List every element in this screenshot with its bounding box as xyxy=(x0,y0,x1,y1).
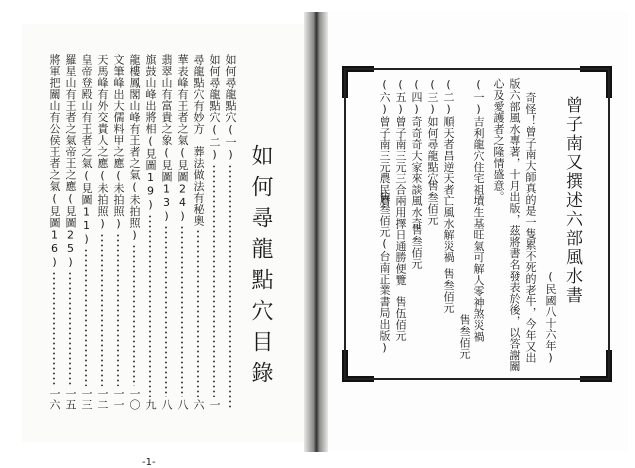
advert-frame xyxy=(344,68,610,380)
toc-entry: 羅星山有王者之氣帝王之應(見圖25) 一五 xyxy=(64,54,77,410)
toc-entry: 皇帝登殿山有王者之氣(見圖11) 一三 xyxy=(80,54,93,410)
book-price: 售伍佰元 xyxy=(394,296,407,342)
frame-corner-ornament xyxy=(342,66,374,98)
intro-line: 版六部風水專著，十月出版，茲將書名發表於後，以答謝關 xyxy=(508,78,521,372)
book-title: (一)吉利龍穴住宅祖墳生基旺氣可解人零神煞災禍 xyxy=(472,78,485,342)
advert-title: 曾子南又撰述六部風水書 xyxy=(562,96,582,305)
frame-corner-ornament xyxy=(580,350,612,382)
page-number: -1- xyxy=(142,457,156,468)
book-price: 售叁佰元 xyxy=(458,314,471,360)
book-price: 售叁佰元(台南正業書局出版) xyxy=(378,192,391,355)
toc-entry: 華表峰有王者之氣(見圖24) 八 xyxy=(176,54,189,410)
book-gutter xyxy=(304,12,328,452)
toc-entry: 尋龍點穴有妙方 葬法做法有秘奧 六 xyxy=(192,54,205,410)
toc-entry: 天馬峰有外交貴人之應(未拍照) 一二 xyxy=(96,54,109,410)
intro-line: 奇怪！曾子南大師真的是一隻累不死的老牛，今年又出 xyxy=(524,92,537,364)
book-price: 售叁佰元 xyxy=(410,224,423,270)
frame-corner-ornament xyxy=(580,66,612,98)
advert-edition: (民國八十六年) xyxy=(544,270,557,365)
toc-entry: 龍樓鳳閣山峰有王者之氣(未拍照) 一〇 xyxy=(128,54,141,410)
toc-page xyxy=(22,24,304,468)
toc-entry: 旗鼓山峰出將相(見圖19) 九 xyxy=(144,54,157,410)
advert-page xyxy=(328,10,628,450)
book-price: 售叁佰元 xyxy=(442,268,455,314)
book-title: (四)奇奇奇大家來談風水奇 xyxy=(410,78,423,229)
book-title: (五)曾子南三元三合兩用擇日通勝便覽 xyxy=(394,78,407,286)
toc-entry: 將軍把關山有公侯王者之氣(見圖16) 一六 xyxy=(48,54,61,410)
book-title: (三)如何尋龍點穴 xyxy=(426,78,439,184)
book-price: 售叁佰元 xyxy=(426,180,439,226)
toc-entry: 文筆峰出大儒料甲之應(未拍照) 一一 xyxy=(112,54,125,410)
toc-entry: 如何尋龍點穴(一) xyxy=(224,54,236,410)
book-title: (二)順天者昌逆天者亡風水解災禍 xyxy=(442,78,455,263)
toc-title: 如何尋龍點穴目錄 xyxy=(248,144,273,392)
book-title: (六)曾子南三元農民曆 xyxy=(378,78,391,207)
frame-corner-ornament xyxy=(342,350,374,382)
toc-entry: 如何尋龍點穴(二) 一 xyxy=(208,54,221,410)
intro-line: 心及愛護者之隆情盛意。 xyxy=(492,78,505,203)
toc-entry: 翡翠山有富貴之象(見圖13) 八 xyxy=(160,54,173,410)
